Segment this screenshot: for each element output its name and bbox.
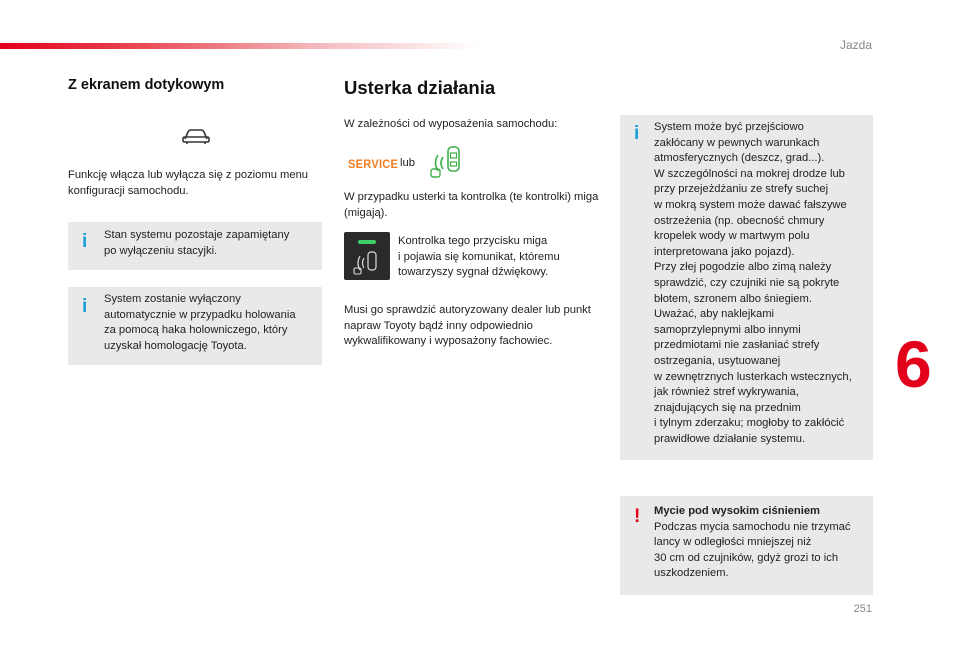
info-icon: i [82,231,88,252]
note-weather [620,115,873,460]
warning-icon: ! [634,506,641,527]
blind-spot-warning-icon [428,145,468,179]
or-label: lub [400,157,415,169]
section-title: Jazda [839,38,872,52]
note-towing-text: System zostanie wyłączony automatycznie w przypadku holowania za pomocą haka holowniczego, który uzyskał homologację Toyota. [104,293,296,352]
info-icon: i [82,296,88,317]
service-warning-label: SERVICE [348,157,399,171]
note-weather-text: System może być przejściowo zakłócany w pewnych warunkach atmosferycznych (deszcz, grad...). W szczególności na mokrej drodze lub przy przejeżdżaniu ze strefy suchej w mokrą system może dawać fałszywe ostrzeżenia (np. obecność chmury kropelek wody w martwym polu interpretowana jako pojazd). Przy złej pogodzie albo zimą należy sprawdzić, czy czujniki nie są pokryte błotem, szronem albo śniegiem. Uważać, aby naklejkami samoprzylepnymi albo innymi przedmiotami nie zasłaniać strefy ostrzegania, usytuowanej w zewnętrznych lusterkach wstecznych, jak również stref wykrywania, znajdujących się na przednim i tylnym zderzaku; mogłoby to zakłócić prawidłowe działanie systemu. [654,121,852,445]
left-paragraph: Funkcję włącza lub wyłącza się z poziomu menu konfiguracji samochodu. [68,169,309,197]
fault-text: W przypadku usterki ta kontrolka (te kontrolki) miga (migają). [344,191,599,219]
car-icon [181,127,211,145]
note-memory-text: Stan systemu pozostaje zapamiętany po wyłączeniu stacyjki. [104,229,290,257]
left-heading: Z ekranem dotykowym [68,77,225,93]
info-icon: i [634,123,640,144]
car-sensor-icon [353,250,381,276]
note-memory [68,222,322,270]
middle-heading: Usterka działania [344,77,496,98]
note-towing [68,287,322,365]
equipment-intro: W zależności od wyposażenia samochodu: [344,118,558,130]
button-text: Kontrolka tego przycisku miga i pojawia się komunikat, któremu towarzyszy sygnał dźwiękowy. [398,235,560,279]
header-red-bar [0,43,480,49]
page-number: 251 [853,603,872,615]
warning-text: Podczas mycia samochodu nie trzymać lancy w odległości mniejszej niż 30 cm od czujników, gdyż grozi to ich uszkodzeniem. [654,520,851,580]
warning-title: Mycie pod wysokim ciśnieniem [654,505,821,517]
blind-spot-button-image [344,232,390,280]
chapter-number: 6 [895,327,932,401]
button-led-indicator [358,240,376,244]
note-high-pressure [620,496,873,595]
dealer-text: Musi go sprawdzić autoryzowany dealer lub punkt napraw Toyoty bądź inny odpowiednio wykwalifikowany i wyposażony fachowiec. [344,304,591,348]
